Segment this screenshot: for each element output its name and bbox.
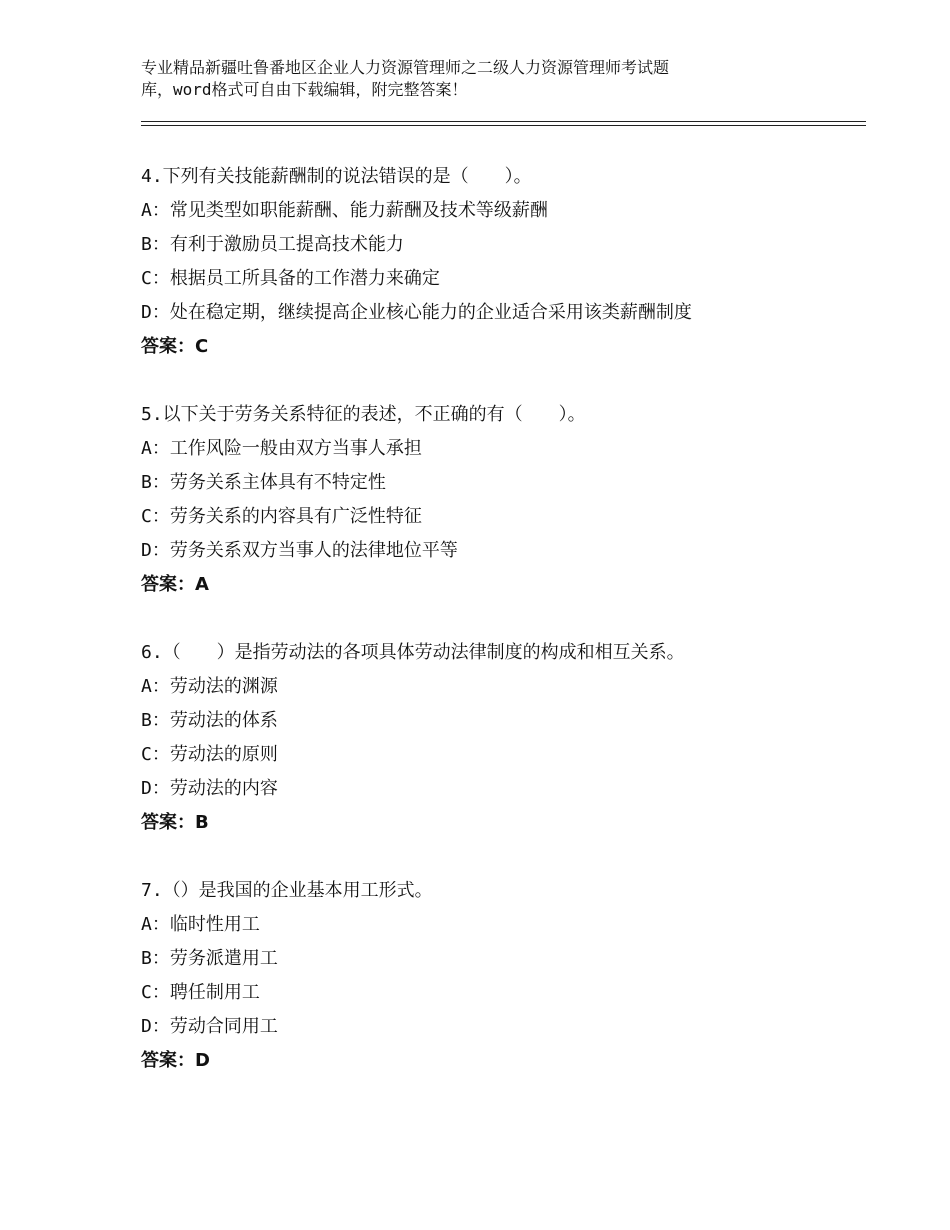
header-divider-top <box>141 121 866 122</box>
option-b: B：劳动法的体系 <box>141 710 278 731</box>
header-divider-bottom <box>141 125 866 126</box>
question-4 <box>141 160 881 364</box>
option-d: D：劳动合同用工 <box>141 1016 278 1037</box>
option-a: A：劳动法的渊源 <box>141 676 278 697</box>
answer: 答案：D <box>141 1050 210 1071</box>
header-title-line-1: 专业精品新疆吐鲁番地区企业人力资源管理师之二级人力资源管理师考试题 <box>141 58 670 77</box>
option-d: D：处在稳定期，继续提高企业核心能力的企业适合采用该类薪酬制度 <box>141 302 692 323</box>
option-c: C：聘任制用工 <box>141 982 260 1003</box>
option-c: C：根据员工所具备的工作潜力来确定 <box>141 268 440 289</box>
option-a: A：工作风险一般由双方当事人承担 <box>141 438 422 459</box>
option-d: D：劳动法的内容 <box>141 778 278 799</box>
option-a: A：临时性用工 <box>141 914 260 935</box>
option-d: D：劳务关系双方当事人的法律地位平等 <box>141 540 458 561</box>
question-list <box>141 160 881 1112</box>
question-5 <box>141 398 881 602</box>
question-stem: 5.以下关于劳务关系特征的表述，不正确的有（ ）。 <box>141 404 586 425</box>
question-stem: 7.（）是我国的企业基本用工形式。 <box>141 880 433 901</box>
option-b: B：劳务关系主体具有不特定性 <box>141 472 386 493</box>
option-c: C：劳务关系的内容具有广泛性特征 <box>141 506 422 527</box>
option-b: B：劳务派遣用工 <box>141 948 278 969</box>
question-stem: 6.（ ）是指劳动法的各项具体劳动法律制度的构成和相互关系。 <box>141 642 685 663</box>
answer: 答案：C <box>141 336 209 357</box>
document-header <box>141 57 821 101</box>
header-title-line-2: 库，word格式可自由下载编辑，附完整答案！ <box>141 80 468 99</box>
option-b: B：有利于激励员工提高技术能力 <box>141 234 404 255</box>
answer: 答案：A <box>141 574 209 595</box>
question-7 <box>141 874 881 1078</box>
option-c: C：劳动法的原则 <box>141 744 278 765</box>
question-6 <box>141 636 881 840</box>
option-a: A：常见类型如职能薪酬、能力薪酬及技术等级薪酬 <box>141 200 548 221</box>
answer: 答案：B <box>141 812 209 833</box>
question-stem: 4.下列有关技能薪酬制的说法错误的是（ ）。 <box>141 166 532 187</box>
